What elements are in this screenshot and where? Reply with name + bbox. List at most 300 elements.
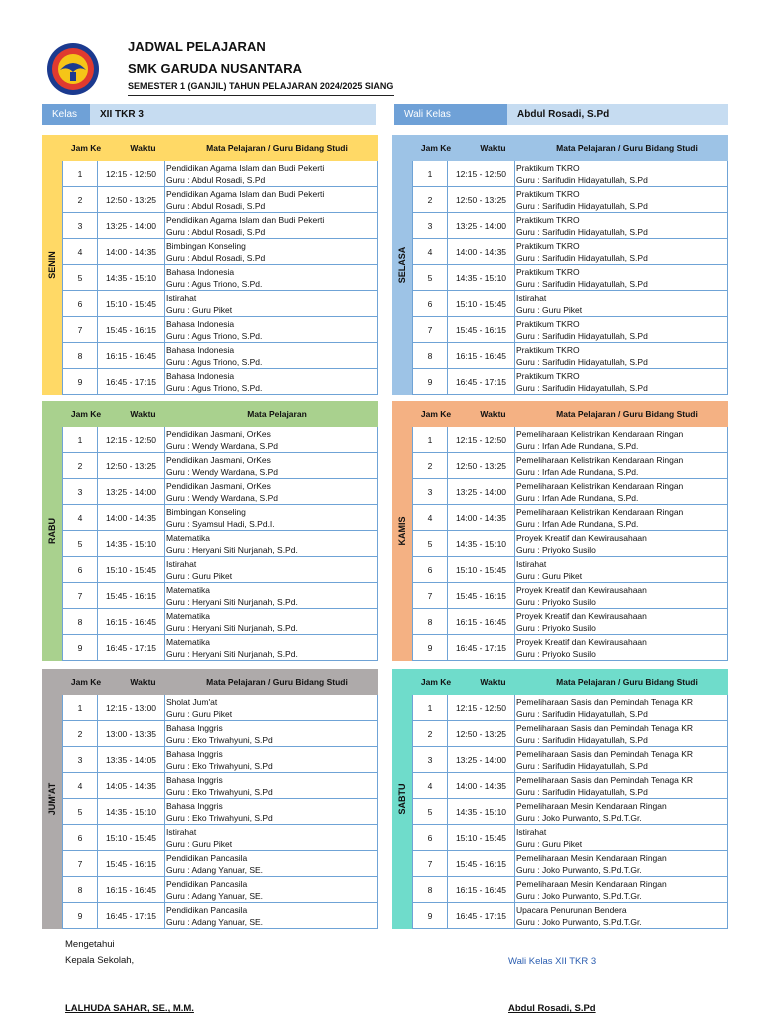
schedule-block-sabtu (392, 669, 728, 929)
table-row (62, 721, 378, 747)
day-label (392, 135, 412, 395)
subject-cell (165, 239, 378, 264)
table-row (62, 187, 378, 213)
period-time: 15:10 - 15:45 (448, 557, 515, 582)
table-row (62, 239, 378, 265)
table-body (62, 161, 378, 395)
teacher-name: Guru : Sarifudin Hidayatullah, S.Pd (516, 382, 648, 393)
period-number: 8 (412, 343, 448, 368)
subject-cell (515, 213, 728, 238)
wali-value: Abdul Rosadi, S.Pd (507, 104, 728, 125)
table-row (412, 479, 728, 505)
period-number: 4 (412, 239, 448, 264)
table-row (62, 903, 378, 929)
day-name: KAMIS (397, 516, 407, 546)
subject-cell (515, 635, 728, 660)
col-mata-pelajaran: Mata Pelajaran (247, 409, 307, 419)
subject-cell (165, 213, 378, 238)
page-title: JADWAL PELAJARAN (128, 39, 266, 54)
semester-subtitle: SEMESTER 1 (GANJIL) TAHUN PELAJARAN 2024/2025 SIANG (128, 81, 394, 91)
period-time: 14:05 - 14:35 (98, 773, 165, 798)
table-row (62, 265, 378, 291)
school-logo (46, 42, 100, 96)
period-number: 2 (62, 187, 98, 212)
period-time: 14:35 - 15:10 (98, 799, 165, 824)
subject-name: Pendidikan Pancasila (166, 878, 248, 889)
period-time: 12:50 - 13:25 (98, 187, 165, 212)
schedule-block-rabu (42, 401, 378, 661)
teacher-name: Guru : Sarifudin Hidayatullah, S.Pd (516, 278, 648, 289)
table-body (412, 427, 728, 661)
subject-name: Bahasa Indonesia (166, 318, 235, 329)
period-time: 15:10 - 15:45 (98, 557, 165, 582)
subject-cell (165, 695, 378, 720)
period-time: 16:15 - 16:45 (98, 343, 165, 368)
period-time: 12:50 - 13:25 (448, 453, 515, 478)
teacher-name: Guru : Priyoko Susilo (516, 596, 596, 607)
col-mata-pelajaran: Mata Pelajaran / Guru Bidang Studi (206, 677, 348, 687)
subject-name: Proyek Kreatif dan Kewirausahaan (516, 532, 647, 543)
table-row (62, 609, 378, 635)
table-header (412, 669, 728, 695)
subject-cell (515, 343, 728, 368)
day-label (42, 401, 62, 661)
subject-name: Proyek Kreatif dan Kewirausahaan (516, 584, 647, 595)
col-mata-pelajaran: Mata Pelajaran / Guru Bidang Studi (556, 409, 698, 419)
teacher-name: Guru : Priyoko Susilo (516, 544, 596, 555)
period-number: 7 (62, 317, 98, 342)
period-number: 1 (62, 427, 98, 452)
table-row (412, 557, 728, 583)
teacher-name: Guru : Joko Purwanto, S.Pd.T.Gr. (516, 812, 642, 823)
period-time: 13:35 - 14:05 (98, 747, 165, 772)
subject-name: Bahasa Indonesia (166, 370, 235, 381)
col-waktu: Waktu (130, 409, 156, 419)
table-row (412, 747, 728, 773)
period-time: 15:45 - 16:15 (98, 851, 165, 876)
table-row (62, 317, 378, 343)
period-number: 2 (412, 721, 448, 746)
period-time: 15:10 - 15:45 (448, 825, 515, 850)
period-number: 3 (62, 479, 98, 504)
table-row (62, 479, 378, 505)
subject-cell (515, 851, 728, 876)
subject-name: Pemeliharaan Sasis dan Pemindah Tenaga KR (516, 722, 694, 733)
subject-name: Praktikum TKRO (516, 370, 580, 381)
period-number: 3 (412, 479, 448, 504)
period-number: 7 (62, 583, 98, 608)
period-time: 14:35 - 15:10 (98, 265, 165, 290)
wali-bar (394, 104, 728, 125)
subject-name: Proyek Kreatif dan Kewirausahaan (516, 610, 647, 621)
table-header (412, 135, 728, 161)
subject-name: Praktikum TKRO (516, 240, 580, 251)
period-time: 12:15 - 12:50 (98, 161, 165, 186)
subject-cell (515, 799, 728, 824)
teacher-name: Guru : Wendy Wardana, S.Pd (166, 440, 278, 451)
period-time: 15:10 - 15:45 (98, 825, 165, 850)
period-number: 7 (412, 851, 448, 876)
teacher-name: Guru : Agus Triono, S.Pd. (166, 330, 263, 341)
period-number: 9 (62, 369, 98, 394)
subject-name: Sholat Jum'at (166, 696, 218, 707)
table-row (412, 213, 728, 239)
col-jam-ke: Jam Ke (70, 677, 102, 687)
period-number: 4 (62, 505, 98, 530)
subject-cell (165, 825, 378, 850)
table-row (412, 161, 728, 187)
kepsek-name: LALHUDA SAHAR, SE., M.M. (65, 1003, 194, 1014)
period-time: 12:15 - 12:50 (448, 161, 515, 186)
subject-cell (515, 877, 728, 902)
period-number: 6 (412, 557, 448, 582)
col-mata-pelajaran: Mata Pelajaran / Guru Bidang Studi (556, 677, 698, 687)
table-row (62, 557, 378, 583)
col-waktu: Waktu (130, 143, 156, 153)
period-time: 16:15 - 16:45 (98, 609, 165, 634)
period-number: 5 (62, 799, 98, 824)
subject-name: Pemeliharaan Kelistrikan Kendaraan Ringan (516, 506, 684, 517)
subject-cell (515, 583, 728, 608)
subject-cell (165, 799, 378, 824)
table-row (62, 635, 378, 661)
table-row (412, 343, 728, 369)
teacher-name: Guru : Abdul Rosadi, S.Pd (166, 226, 266, 237)
teacher-name: Guru : Irfan Ade Rundana, S.Pd. (516, 466, 639, 477)
period-number: 6 (412, 825, 448, 850)
subject-cell (515, 187, 728, 212)
table-header (62, 135, 378, 161)
col-jam-ke: Jam Ke (420, 143, 452, 153)
subject-cell (165, 343, 378, 368)
period-number: 1 (412, 161, 448, 186)
period-number: 2 (62, 453, 98, 478)
col-jam-ke: Jam Ke (70, 409, 102, 419)
table-header (412, 401, 728, 427)
subject-name: Bahasa Inggris (166, 800, 223, 811)
table-row (412, 239, 728, 265)
table-row (62, 851, 378, 877)
subject-name: Matematika (166, 636, 210, 647)
subject-name: Pemeliharaan Mesin Kendaraan Ringan (516, 852, 667, 863)
table-row (412, 453, 728, 479)
subject-cell (515, 239, 728, 264)
schedule-block-senin (42, 135, 378, 395)
table-row (62, 161, 378, 187)
kelas-value: XII TKR 3 (90, 104, 376, 125)
period-time: 14:00 - 14:35 (448, 239, 515, 264)
subject-cell (515, 291, 728, 316)
teacher-name: Guru : Sarifudin Hidayatullah, S.Pd (516, 786, 648, 797)
subject-cell (165, 721, 378, 746)
period-time: 16:15 - 16:45 (448, 609, 515, 634)
period-number: 8 (62, 343, 98, 368)
teacher-name: Guru : Abdul Rosadi, S.Pd (166, 174, 266, 185)
period-number: 5 (412, 531, 448, 556)
period-number: 6 (62, 825, 98, 850)
teacher-name: Guru : Agus Triono, S.Pd. (166, 278, 263, 289)
subject-cell (515, 531, 728, 556)
table-row (412, 505, 728, 531)
subject-name: Pendidikan Pancasila (166, 904, 248, 915)
table-row (62, 427, 378, 453)
subject-cell (515, 721, 728, 746)
subject-cell (515, 453, 728, 478)
period-number: 9 (412, 635, 448, 660)
day-label (392, 401, 412, 661)
wali-name: Abdul Rosadi, S.Pd (508, 1003, 596, 1014)
period-time: 15:45 - 16:15 (98, 317, 165, 342)
table-body (62, 427, 378, 661)
subject-cell (165, 427, 378, 452)
period-time: 15:45 - 16:15 (448, 851, 515, 876)
subject-name: Bahasa Inggris (166, 722, 223, 733)
period-time: 16:15 - 16:45 (448, 877, 515, 902)
table-row (412, 583, 728, 609)
subject-cell (165, 265, 378, 290)
subject-name: Pendidikan Jasmani, OrKes (166, 480, 271, 491)
period-number: 1 (62, 695, 98, 720)
subject-cell (515, 317, 728, 342)
subject-name: Matematika (166, 532, 210, 543)
kelas-bar (42, 104, 376, 125)
table-row (412, 609, 728, 635)
teacher-name: Guru : Heryani Siti Nurjanah, S.Pd. (166, 622, 298, 633)
subject-name: Istirahat (166, 558, 197, 569)
col-mata-pelajaran: Mata Pelajaran / Guru Bidang Studi (556, 143, 698, 153)
teacher-name: Guru : Sarifudin Hidayatullah, S.Pd (516, 356, 648, 367)
col-mata-pelajaran: Mata Pelajaran / Guru Bidang Studi (206, 143, 348, 153)
teacher-name: Guru : Irfan Ade Rundana, S.Pd. (516, 440, 639, 451)
subject-name: Upacara Penurunan Bendera (516, 904, 627, 915)
period-number: 9 (62, 635, 98, 660)
subject-cell (515, 369, 728, 394)
table-row (412, 799, 728, 825)
col-waktu: Waktu (480, 409, 506, 419)
table-header (62, 401, 378, 427)
subject-cell (515, 265, 728, 290)
table-row (62, 453, 378, 479)
table-row (412, 903, 728, 929)
subject-name: Praktikum TKRO (516, 318, 580, 329)
schedule-block-jumat (42, 669, 378, 929)
table-row (412, 531, 728, 557)
subject-name: Pendidikan Jasmani, OrKes (166, 454, 271, 465)
subject-name: Istirahat (166, 292, 197, 303)
period-number: 4 (62, 773, 98, 798)
day-label (42, 135, 62, 395)
teacher-name: Guru : Agus Triono, S.Pd. (166, 382, 263, 393)
period-number: 4 (62, 239, 98, 264)
subject-cell (165, 161, 378, 186)
subject-name: Pemeliharaan Mesin Kendaraan Ringan (516, 800, 667, 811)
table-body (412, 161, 728, 395)
table-row (62, 877, 378, 903)
table-row (62, 343, 378, 369)
teacher-name: Guru : Wendy Wardana, S.Pd (166, 466, 278, 477)
subject-cell (165, 877, 378, 902)
subject-name: Bahasa Indonesia (166, 344, 235, 355)
teacher-name: Guru : Sarifudin Hidayatullah, S.Pd (516, 330, 648, 341)
period-number: 2 (62, 721, 98, 746)
teacher-name: Guru : Joko Purwanto, S.Pd.T.Gr. (516, 916, 642, 927)
period-number: 3 (62, 747, 98, 772)
table-row (412, 369, 728, 395)
period-number: 1 (412, 427, 448, 452)
subject-name: Praktikum TKRO (516, 344, 580, 355)
period-time: 15:45 - 16:15 (448, 583, 515, 608)
subject-name: Pemeliharaan Kelistrikan Kendaraan Ringan (516, 454, 684, 465)
subject-cell (165, 773, 378, 798)
period-time: 15:10 - 15:45 (98, 291, 165, 316)
schedule-block-selasa (392, 135, 728, 395)
subject-cell (165, 903, 378, 928)
subject-name: Pendidikan Agama Islam dan Budi Pekerti (166, 162, 325, 173)
teacher-name: Guru : Sarifudin Hidayatullah, S.Pd (516, 226, 648, 237)
period-number: 4 (412, 505, 448, 530)
subject-name: Pemeliharaan Sasis dan Pemindah Tenaga KR (516, 748, 694, 759)
subject-name: Praktikum TKRO (516, 214, 580, 225)
kepala-sekolah-text: Kepala Sekolah, (65, 955, 135, 966)
subject-cell (515, 609, 728, 634)
subject-name: Bimbingan Konseling (166, 506, 246, 517)
table-row (412, 265, 728, 291)
period-time: 12:15 - 12:50 (98, 427, 165, 452)
col-waktu: Waktu (480, 677, 506, 687)
teacher-name: Guru : Eko Triwahyuni, S.Pd (166, 786, 273, 797)
day-name: SELASA (397, 246, 407, 284)
subject-cell (165, 187, 378, 212)
table-row (62, 505, 378, 531)
period-number: 6 (62, 291, 98, 316)
subject-name: Pemeliharaan Sasis dan Pemindah Tenaga KR (516, 774, 694, 785)
period-time: 12:50 - 13:25 (98, 453, 165, 478)
col-waktu: Waktu (480, 143, 506, 153)
subject-cell (165, 557, 378, 582)
period-number: 9 (412, 369, 448, 394)
kelas-label: Kelas (42, 104, 90, 125)
table-row (412, 187, 728, 213)
period-number: 5 (62, 265, 98, 290)
school-name: SMK GARUDA NUSANTARA (128, 61, 303, 76)
subject-cell (515, 695, 728, 720)
period-number: 5 (62, 531, 98, 556)
subject-cell (165, 291, 378, 316)
schedule-block-kamis (392, 401, 728, 661)
subject-cell (165, 369, 378, 394)
table-row (412, 877, 728, 903)
period-time: 12:50 - 13:25 (448, 721, 515, 746)
subject-name: Pendidikan Pancasila (166, 852, 248, 863)
period-time: 16:45 - 17:15 (448, 635, 515, 660)
period-number: 2 (412, 453, 448, 478)
subject-name: Pemeliharaan Mesin Kendaraan Ringan (516, 878, 667, 889)
teacher-name: Guru : Heryani Siti Nurjanah, S.Pd. (166, 544, 298, 555)
period-number: 8 (62, 877, 98, 902)
subject-name: Istirahat (166, 826, 197, 837)
table-row (62, 799, 378, 825)
period-time: 16:45 - 17:15 (98, 635, 165, 660)
subject-name: Bahasa Inggris (166, 748, 223, 759)
subject-name: Pendidikan Agama Islam dan Budi Pekerti (166, 188, 325, 199)
subject-cell (515, 825, 728, 850)
subject-name: Matematika (166, 610, 210, 621)
subject-cell (515, 161, 728, 186)
period-number: 2 (412, 187, 448, 212)
teacher-name: Guru : Sarifudin Hidayatullah, S.Pd (516, 200, 648, 211)
teacher-name: Guru : Adang Yanuar, SE. (166, 890, 264, 901)
period-time: 14:00 - 14:35 (448, 773, 515, 798)
table-row (412, 773, 728, 799)
period-time: 15:45 - 16:15 (98, 583, 165, 608)
period-time: 13:25 - 14:00 (448, 213, 515, 238)
teacher-name: Guru : Guru Piket (166, 570, 233, 581)
period-time: 13:25 - 14:00 (448, 479, 515, 504)
subject-name: Pemeliharaan Kelistrikan Kendaraan Ringan (516, 480, 684, 491)
period-number: 7 (62, 851, 98, 876)
period-number: 6 (412, 291, 448, 316)
teacher-name: Guru : Guru Piket (516, 304, 583, 315)
day-name: SABTU (397, 783, 407, 815)
period-time: 14:35 - 15:10 (448, 531, 515, 556)
subject-cell (165, 317, 378, 342)
table-body (62, 695, 378, 929)
teacher-name: Guru : Wendy Wardana, S.Pd (166, 492, 278, 503)
col-jam-ke: Jam Ke (70, 143, 102, 153)
period-number: 8 (412, 877, 448, 902)
period-time: 13:00 - 13:35 (98, 721, 165, 746)
period-time: 14:35 - 15:10 (448, 265, 515, 290)
subject-name: Bimbingan Konseling (166, 240, 246, 251)
teacher-name: Guru : Guru Piket (516, 838, 583, 849)
subject-name: Proyek Kreatif dan Kewirausahaan (516, 636, 647, 647)
period-number: 4 (412, 773, 448, 798)
subject-cell (515, 747, 728, 772)
subject-cell (515, 773, 728, 798)
subject-name: Praktikum TKRO (516, 266, 580, 277)
teacher-name: Guru : Guru Piket (166, 304, 233, 315)
teacher-name: Guru : Eko Triwahyuni, S.Pd (166, 812, 273, 823)
subject-name: Istirahat (516, 558, 547, 569)
period-number: 5 (412, 799, 448, 824)
table-row (62, 773, 378, 799)
subject-name: Istirahat (516, 292, 547, 303)
subject-cell (165, 583, 378, 608)
table-row (412, 851, 728, 877)
period-time: 16:15 - 16:45 (448, 343, 515, 368)
table-row (62, 695, 378, 721)
teacher-name: Guru : Priyoko Susilo (516, 648, 596, 659)
period-time: 16:45 - 17:15 (98, 903, 165, 928)
subject-cell (165, 851, 378, 876)
teacher-name: Guru : Adang Yanuar, SE. (166, 864, 264, 875)
subject-cell (165, 609, 378, 634)
day-label (392, 669, 412, 929)
period-time: 15:10 - 15:45 (448, 291, 515, 316)
table-row (412, 695, 728, 721)
period-time: 15:45 - 16:15 (448, 317, 515, 342)
subject-name: Pendidikan Jasmani, OrKes (166, 428, 271, 439)
period-time: 13:25 - 14:00 (98, 213, 165, 238)
subject-name: Istirahat (516, 826, 547, 837)
col-jam-ke: Jam Ke (420, 677, 452, 687)
teacher-name: Guru : Priyoko Susilo (516, 622, 596, 633)
period-time: 12:50 - 13:25 (448, 187, 515, 212)
teacher-name: Guru : Sarifudin Hidayatullah, S.Pd (516, 708, 648, 719)
period-time: 16:45 - 17:15 (448, 903, 515, 928)
period-time: 13:25 - 14:00 (448, 747, 515, 772)
table-row (62, 583, 378, 609)
